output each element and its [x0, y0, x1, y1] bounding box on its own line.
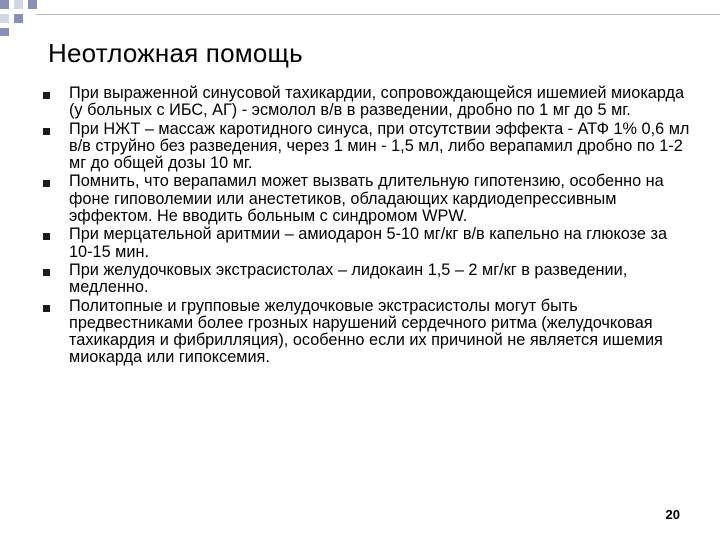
square-bullet-icon [43, 233, 50, 240]
bullet-text: Политопные и групповые желудочковые экстрасистолы могут быть предвестниками более грозных нарушений сердечного ритма (желудочковая тахикардия и фибрилляция), особенно если их причиной не является ишемия миокарда или гипоксемия. [69, 296, 663, 367]
bullet-text: При выраженной синусовой тахикардии, сопровождающейся ишемией миокарда (у больных с ИБС, АГ) - эсмолол в/в в разведении, дробно по 1 мг до 5 мг. [69, 84, 685, 120]
list-item [43, 173, 693, 225]
list-item [43, 85, 693, 120]
square-bullet-icon [43, 180, 50, 187]
bullet-text: При мерцательной аритмии – амиодарон 5-10 мг/кг в/в капельно на глюкозе за 10-15 мин. [69, 225, 668, 261]
corner-decoration [0, 0, 60, 36]
list-item [43, 226, 693, 261]
page-number: 20 [665, 507, 680, 522]
bullet-list [43, 85, 693, 368]
bullet-text: При желудочковых экстрасистолах – лидокаин 1,5 – 2 мг/кг в разведении, медленно. [69, 260, 628, 297]
list-item [43, 298, 693, 367]
square-bullet-icon [43, 128, 50, 135]
square-bullet-icon [43, 269, 50, 276]
list-item [43, 262, 693, 297]
page-title: Неотложная помощь [48, 38, 303, 68]
square-bullet-icon [43, 92, 50, 99]
list-item [43, 121, 693, 173]
bullet-text: Помнить, что верапамил может вызвать длительную гипотензию, особенно на фоне гиповолемии или анестетиков, обладающих кардиодепрессивным эффектом. Не вводить больным с синдромом WPW. [69, 172, 664, 226]
bullet-text: При НЖТ – массаж каротидного синуса, при отсутствии эффекта - АТФ 1% 0,6 мл в/в струйно без разведения, через 1 мин - 1,5 мл, либо верапамил дробно по 1-2 мг до общей дозы 10 мг. [69, 119, 690, 173]
square-bullet-icon [43, 305, 50, 312]
title-rule [36, 14, 720, 15]
